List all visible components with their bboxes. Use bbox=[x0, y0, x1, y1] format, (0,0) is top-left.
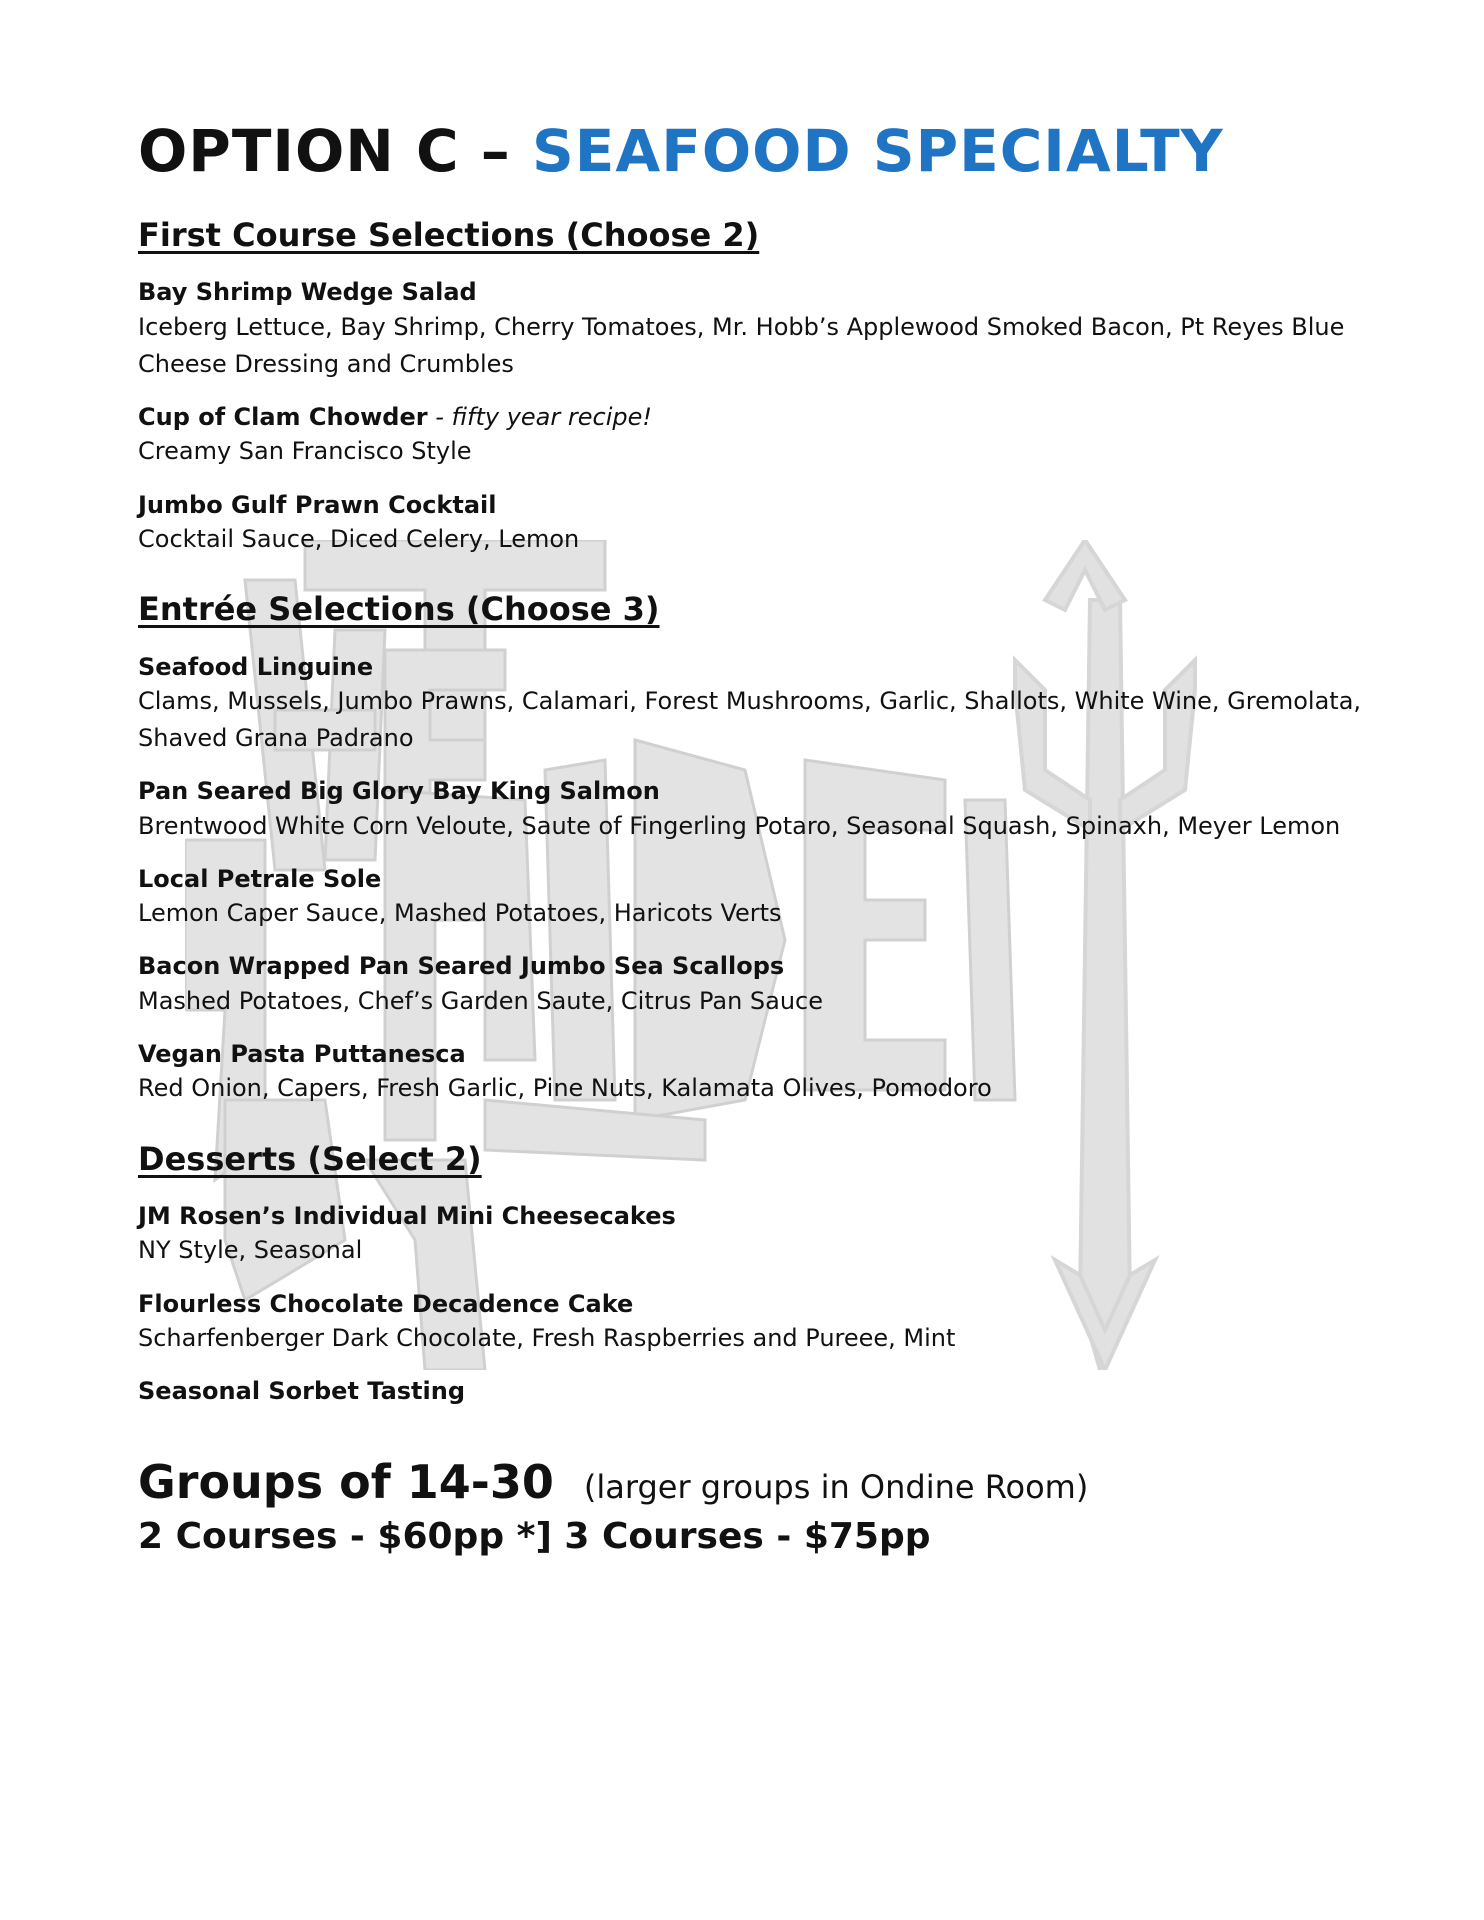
menu-title bbox=[138, 117, 1398, 185]
menu-item-name bbox=[138, 1375, 1398, 1407]
title-accent: SEAFOOD SPECIALTY bbox=[531, 117, 1224, 185]
menu-item-description: Lemon Caper Sauce, Mashed Potatoes, Haricots Verts bbox=[138, 899, 782, 928]
menu-item-description: Red Onion, Capers, Fresh Garlic, Pine Nuts, Kalamata Olives, Pomodoro bbox=[138, 1074, 992, 1103]
menu-item-name bbox=[138, 276, 1398, 308]
menu-item-name bbox=[138, 489, 1398, 521]
menu-item-title: Flourless Chocolate Decadence Cake bbox=[138, 1289, 634, 1318]
group-size-note: (larger groups in Ondine Room) bbox=[583, 1467, 1089, 1506]
menu-item bbox=[138, 863, 1398, 933]
menu-item-name bbox=[138, 775, 1398, 807]
menu-item-name bbox=[138, 1288, 1398, 1320]
menu-item-description: Cocktail Sauce, Diced Celery, Lemon bbox=[138, 524, 580, 553]
menu-item-note: - fifty year recipe! bbox=[427, 402, 652, 431]
section-desserts bbox=[138, 1140, 1398, 1408]
menu-item-title: Vegan Pasta Puttanesca bbox=[138, 1040, 466, 1068]
section-first-course bbox=[138, 216, 1398, 558]
menu-item-name bbox=[138, 1038, 1398, 1070]
section-heading: First Course Selections (Choose 2) bbox=[138, 215, 760, 254]
menu-item bbox=[138, 1375, 1398, 1407]
menu-item bbox=[138, 651, 1398, 758]
menu-item-title: Seasonal Sorbet Tasting bbox=[138, 1377, 466, 1406]
group-size-label: Groups of 14-30 bbox=[138, 1454, 554, 1509]
menu-item bbox=[138, 276, 1398, 383]
menu-item-description: NY Style, Seasonal bbox=[138, 1236, 363, 1265]
menu-item-name bbox=[138, 950, 1398, 982]
menu-item-description: Clams, Mussels, Jumbo Prawns, Calamari, Forest Mushrooms, Garlic, Shallots, White Wine, Gremolata, Shaved Grana Padrano bbox=[138, 686, 1362, 753]
menu-item-title: Jumbo Gulf Prawn Cocktail bbox=[138, 490, 497, 519]
menu-item bbox=[138, 950, 1398, 1020]
section-heading: Entrée Selections (Choose 3) bbox=[138, 590, 660, 629]
menu-item-name bbox=[138, 863, 1398, 895]
menu-item bbox=[138, 1038, 1398, 1108]
menu-item-description: Iceberg Lettuce, Bay Shrimp, Cherry Tomatoes, Mr. Hobb’s Applewood Smoked Bacon, Pt Reyes Blue Cheese Dressing and Crumbles bbox=[138, 312, 1345, 378]
section-entrees bbox=[138, 590, 1398, 1107]
menu-item-name bbox=[138, 1200, 1398, 1232]
menu-item bbox=[138, 489, 1398, 559]
menu-item-title: Seafood Linguine bbox=[138, 652, 374, 681]
menu-item-title: Cup of Clam Chowder bbox=[138, 402, 428, 431]
menu-item-title: Bay Shrimp Wedge Salad bbox=[138, 278, 477, 307]
section-heading: Desserts (Select 2) bbox=[138, 1139, 482, 1178]
menu-item-title: Bacon Wrapped Pan Seared Jumbo Sea Scallops bbox=[138, 952, 785, 981]
course-pricing: 2 Courses - $60pp *] 3 Courses - $75pp bbox=[138, 1516, 931, 1558]
menu-page bbox=[138, 117, 1398, 1563]
menu-item bbox=[138, 401, 1398, 471]
title-prefix: OPTION C bbox=[138, 117, 460, 185]
menu-item-description: Scharfenberger Dark Chocolate, Fresh Raspberries and Pureee, Mint bbox=[138, 1323, 956, 1352]
menu-item-description: Brentwood White Corn Veloute, Saute of Fingerling Potaro, Seasonal Squash, Spinaxh, Meyer Lemon bbox=[138, 811, 1341, 840]
pricing-footer bbox=[138, 1454, 1398, 1564]
menu-item-name bbox=[138, 401, 1398, 433]
title-dash: – bbox=[480, 117, 511, 185]
menu-item bbox=[138, 1200, 1398, 1270]
group-size bbox=[138, 1454, 1398, 1512]
menu-item-title: JM Rosen’s Individual Mini Cheesecakes bbox=[138, 1201, 676, 1230]
menu-item bbox=[138, 1288, 1398, 1358]
menu-item-description: Creamy San Francisco Style bbox=[138, 437, 472, 466]
menu-item-description: Mashed Potatoes, Chef’s Garden Saute, Citrus Pan Sauce bbox=[138, 986, 824, 1015]
menu-item-title: Local Petrale Sole bbox=[138, 864, 382, 893]
menu-item bbox=[138, 775, 1398, 845]
menu-item-title: Pan Seared Big Glory Bay King Salmon bbox=[138, 777, 660, 806]
menu-item-name bbox=[138, 651, 1398, 683]
